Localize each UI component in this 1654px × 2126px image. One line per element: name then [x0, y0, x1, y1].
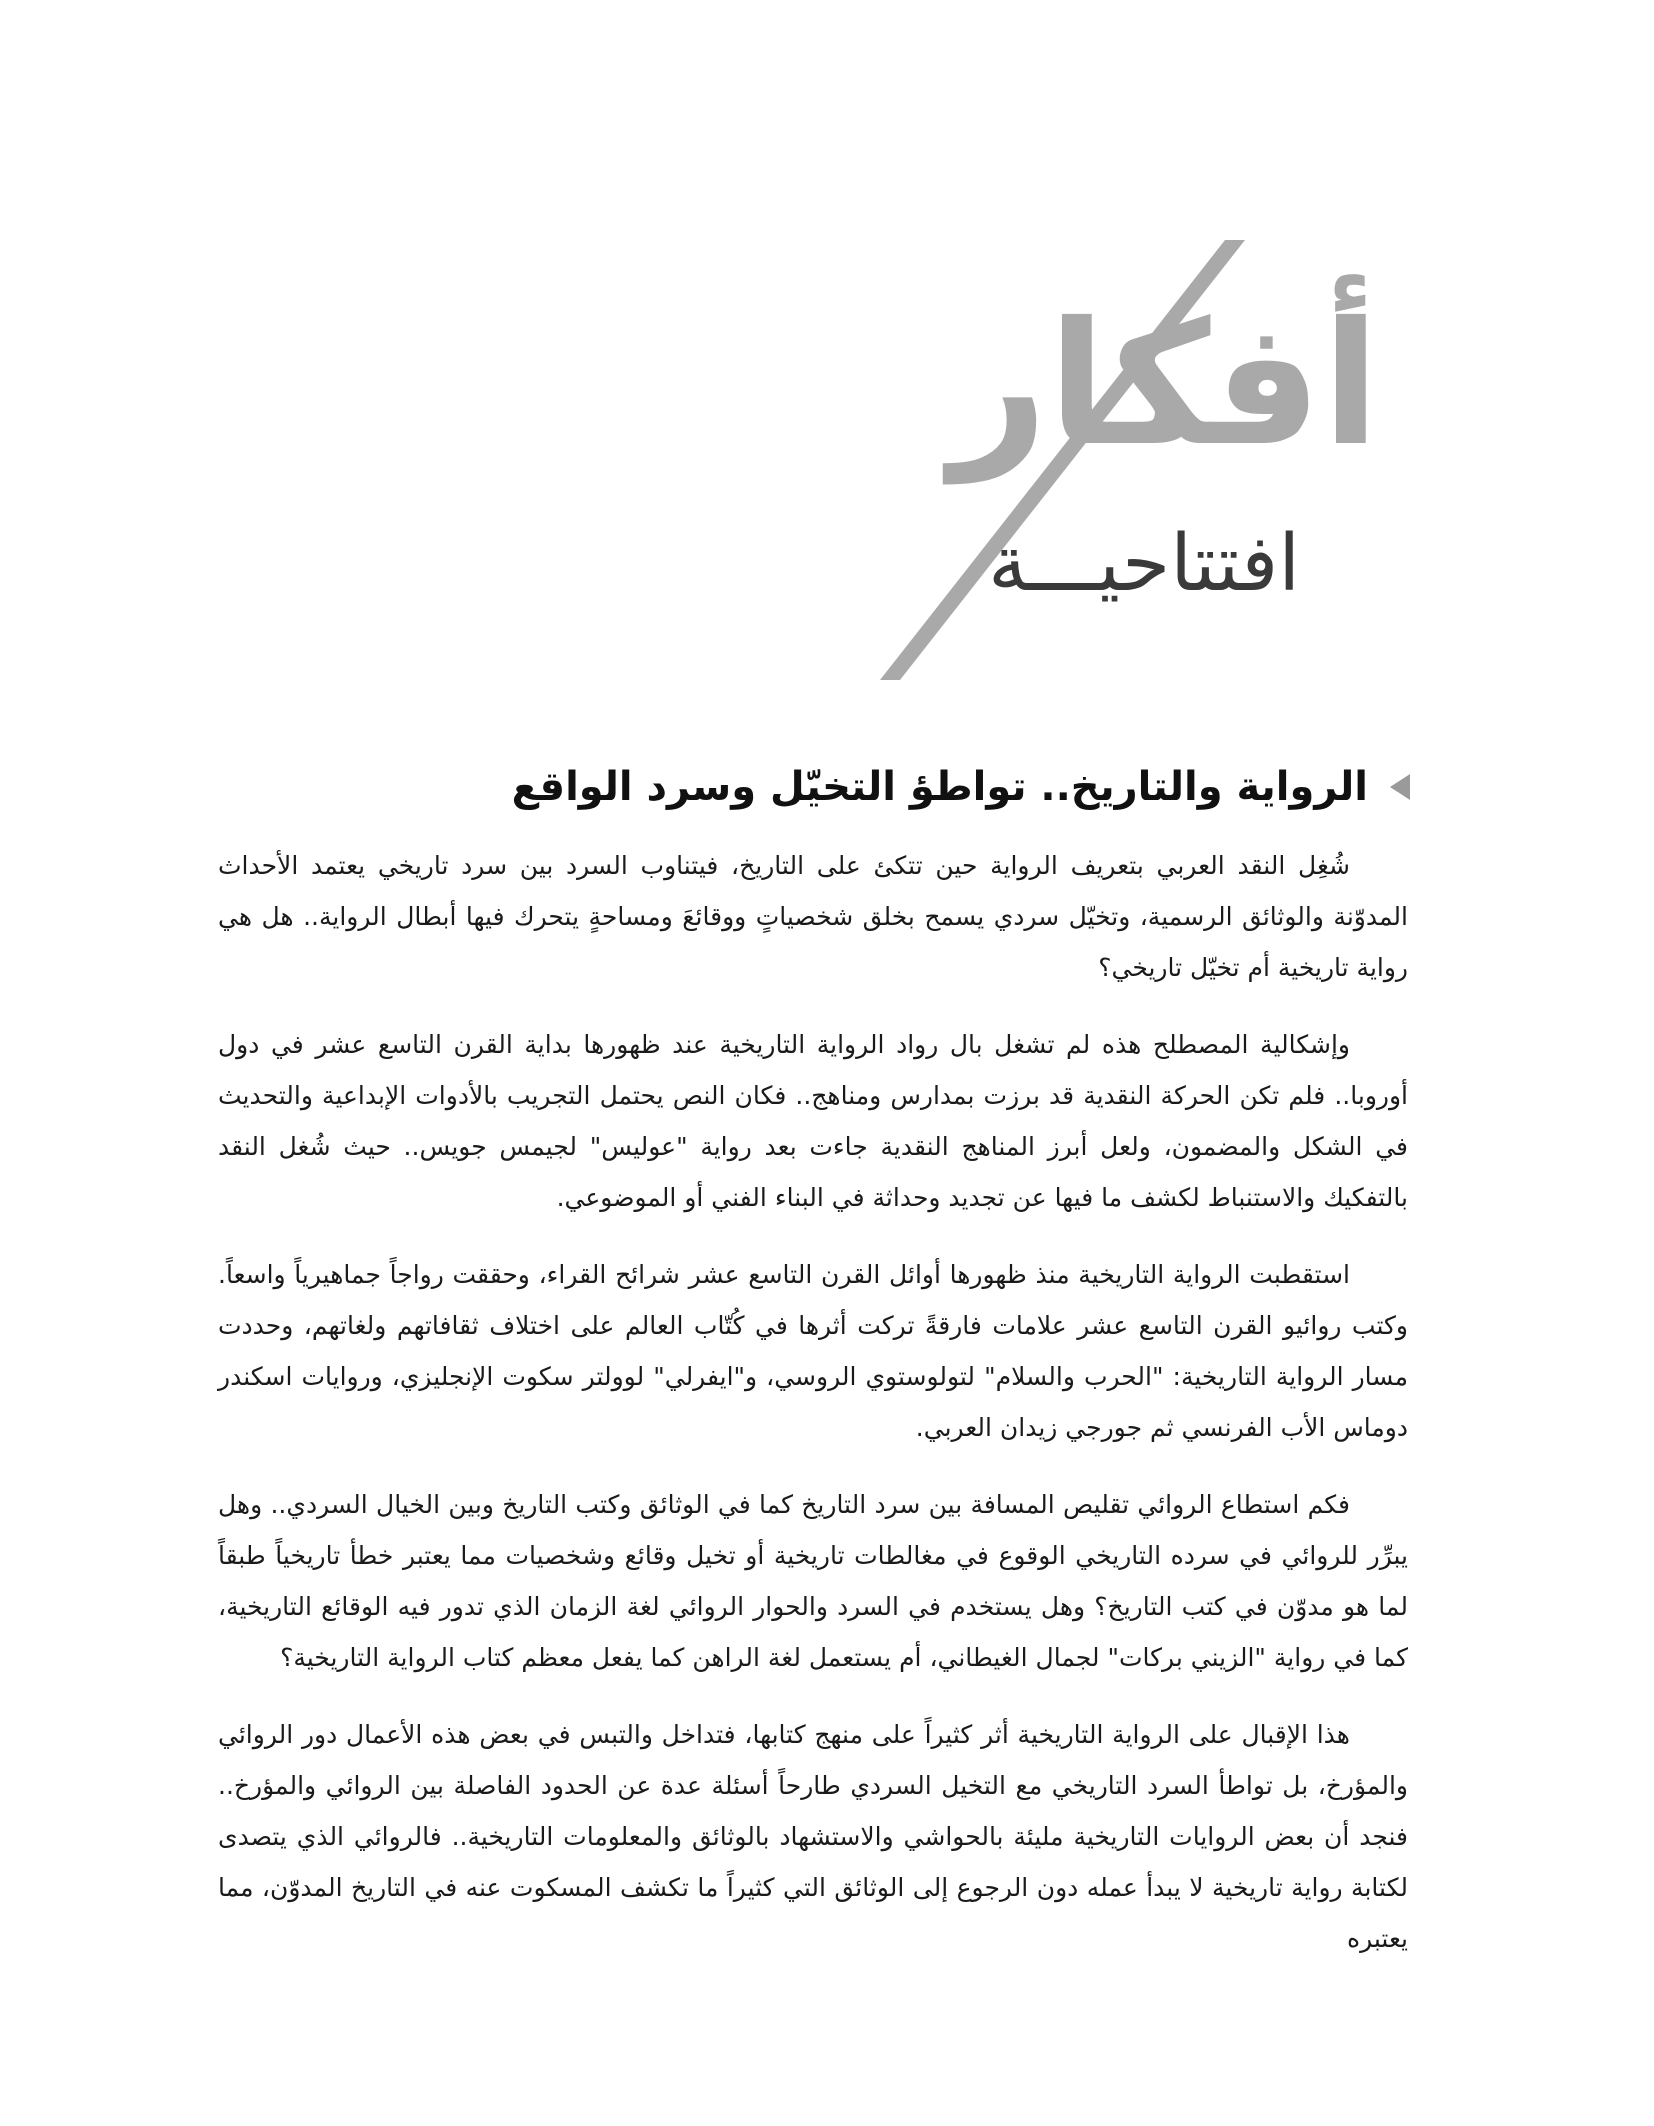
body-paragraph: هذا الإقبال على الرواية التاريخية أثر كثيراً على منهج كتابها، فتداخل والتبس في بعض هذه الأعمال دور الروائي والمؤرخ، بل تواطأ السرد التاريخي مع التخيل السردي طارحاً أسئلة عدة عن الحدود الفاصلة بين الروائي والمؤرخ.. فنجد أن بعض الروايات التاريخية مليئة بالحواشي والاستشهاد بالوثائق والمعلومات التاريخية.. فالروائي الذي يتصدى لكتابة رواية تاريخية لا يبدأ عمله دون الرجوع إلى الوثائق التي كثيراً ما تكشف المسكوت عنه في التاريخ المدوّن، مما يعتبره: [218, 1720, 1408, 1953]
body-paragraph: شُغِل النقد العربي بتعريف الرواية حين تتكئ على التاريخ، فيتناوب السرد بين سرد تاريخي يعتمد الأحداث المدوّنة والوثائق الرسمية، وتخيّل سردي يسمح بخلق شخصياتٍ ووقائعَ ومساحةٍ يتحرك فيها أبطال الرواية.. هل هي رواية تاريخية أم تخيّل تاريخي؟: [218, 851, 1408, 982]
body-paragraph: وإشكالية المصطلح هذه لم تشغل بال رواد الرواية التاريخية عند ظهورها بداية القرن التاسع عشر في دول أوروبا.. فلم تكن الحركة النقدية قد برزت بمدارس ومناهج.. فكان النص يحتمل التجريب بالأدوات الإبداعية والتحديث في الشكل والمضمون، ولعل أبرز المناهج النقدية جاءت بعد رواية "عوليس" لجيمس جويس.. حيث شُغل النقد بالتفكيك والاستنباط لكشف ما فيها عن تجديد وحداثة في البناء الفني أو الموضوعي.: [218, 1030, 1408, 1212]
triangle-marker-icon: [1390, 774, 1410, 800]
article-header: [511, 752, 1410, 822]
body-paragraph: فكم استطاع الروائي تقليص المسافة بين سرد التاريخ كما في الوثائق وكتب التاريخ وبين الخيال السردي.. وهل يبرِّر للروائي في سرده التاريخي الوقوع في مغالطات تاريخية أو تخيل وقائع وشخصيات مما يعتبر خطأ تاريخياً طبقاً لما هو مدوّن في كتب التاريخ؟ وهل يستخدم في السرد والحوار الروائي لغة الزمان الذي تدور فيه الوقائع التاريخية، كما في رواية "الزيني بركات" لجمال الغيطاني، أم يستعمل لغة الراهن كما يفعل معظم كتاب الرواية التاريخية؟: [218, 1490, 1408, 1672]
section-label: افتتاحيـــة: [988, 519, 1300, 609]
article-body: [218, 840, 1408, 1990]
masthead: [880, 240, 1380, 680]
article-title: الرواية والتاريخ.. تواطؤ التخيّل وسرد الواقع: [511, 764, 1368, 810]
brand-logo: أفكار: [949, 286, 1380, 484]
body-paragraph: استقطبت الرواية التاريخية منذ ظهورها أوائل القرن التاسع عشر شرائح القراء، وحققت رواجاً جماهيرياً واسعاً. وكتب روائيو القرن التاسع عشر علامات فارقةً تركت أثرها في كُتّاب العالم على اختلاف ثقافاتهم ولغاتهم، وحددت مسار الرواية التاريخية: "الحرب والسلام" لتولوستوي الروسي، و"ايفرلي" لوولتر سكوت الإنجليزي، وروايات اسكندر دوماس الأب الفرنسي ثم جورجي زيدان العربي.: [218, 1260, 1408, 1442]
